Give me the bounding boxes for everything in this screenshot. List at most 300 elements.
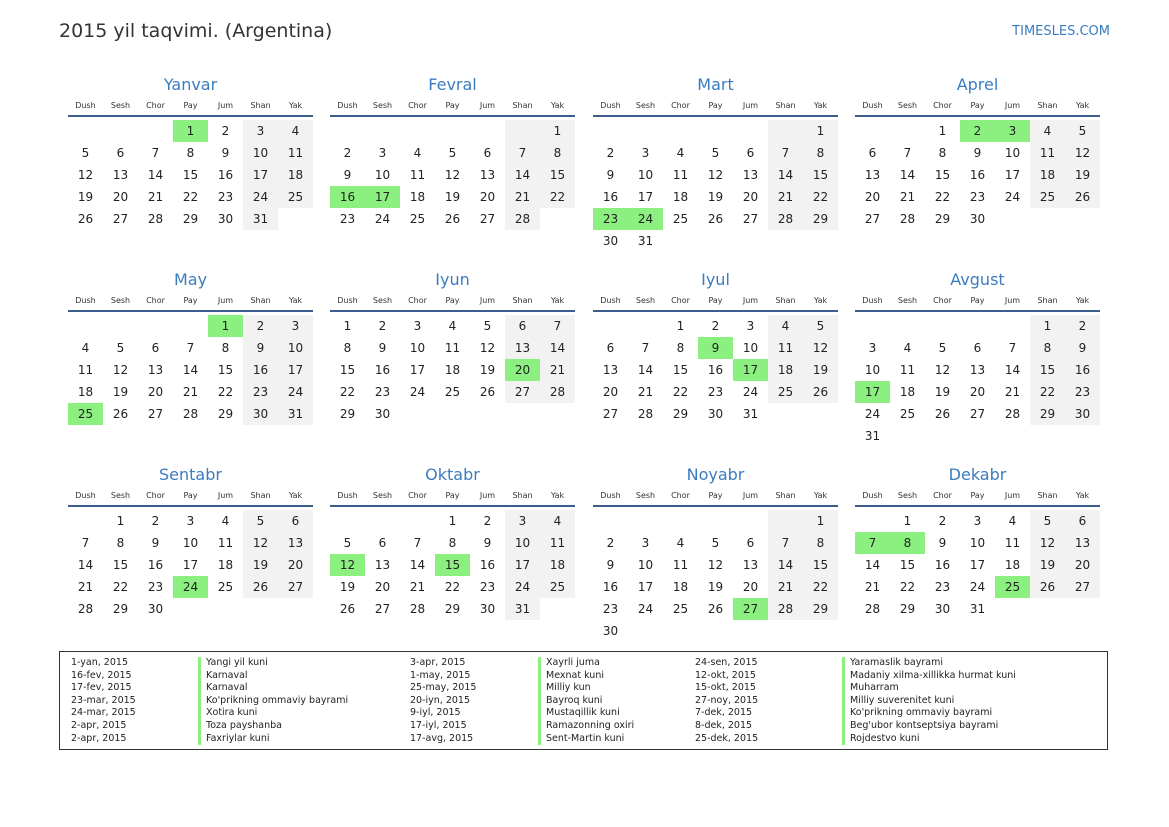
day-cell: 15 bbox=[934, 168, 951, 182]
day-cell: 1 bbox=[116, 514, 125, 528]
legend-date: 27-noy, 2015 bbox=[695, 694, 759, 706]
day-cell: 26 bbox=[1065, 186, 1100, 208]
day-cell: 29 bbox=[803, 208, 838, 230]
day-cell: 7 bbox=[768, 142, 803, 164]
legend-dates-1 bbox=[71, 657, 136, 745]
weekday-label: Yak bbox=[813, 100, 828, 110]
day-cell: 16 bbox=[934, 558, 951, 572]
day-cell: 18 bbox=[1030, 164, 1065, 186]
day-grid bbox=[68, 120, 313, 230]
header-rule bbox=[330, 115, 575, 117]
empty-cell bbox=[365, 120, 400, 142]
holiday-day-cell: 8 bbox=[890, 532, 925, 554]
day-cell: 30 bbox=[707, 407, 724, 421]
day-cell: 29 bbox=[803, 598, 838, 620]
empty-cell bbox=[890, 120, 925, 142]
day-cell: 1 bbox=[803, 120, 838, 142]
empty-cell bbox=[173, 315, 208, 337]
day-cell: 24 bbox=[278, 381, 313, 403]
day-cell: 8 bbox=[186, 146, 195, 160]
day-cell: 25 bbox=[444, 385, 461, 399]
day-cell: 11 bbox=[217, 536, 234, 550]
day-cell: 25 bbox=[278, 186, 313, 208]
page-title: 2015 yil taqvimi. (Argentina) bbox=[59, 20, 333, 42]
weekday-label: Chor bbox=[146, 100, 165, 110]
day-cell: 28 bbox=[899, 212, 916, 226]
day-cell: 27 bbox=[1065, 576, 1100, 598]
weekday-header bbox=[330, 96, 575, 114]
day-cell: 9 bbox=[378, 341, 387, 355]
day-cell: 4 bbox=[1008, 514, 1017, 528]
day-cell: 15 bbox=[182, 168, 199, 182]
month-fevral bbox=[330, 74, 575, 230]
legend-date: 25-may, 2015 bbox=[410, 682, 477, 694]
day-cell: 9 bbox=[938, 536, 947, 550]
day-cell: 9 bbox=[151, 536, 160, 550]
weekday-label: Jum bbox=[742, 295, 759, 305]
month-noyabr bbox=[593, 464, 838, 642]
empty-cell bbox=[995, 315, 1030, 337]
day-cell: 4 bbox=[81, 341, 90, 355]
day-cell: 9 bbox=[221, 146, 230, 160]
holiday-day-cell: 1 bbox=[173, 120, 208, 142]
weekday-label: Sesh bbox=[110, 490, 131, 500]
month-name: Sentabr bbox=[159, 465, 222, 484]
day-cell: 5 bbox=[1030, 510, 1065, 532]
month-oktabr bbox=[330, 464, 575, 620]
weekday-label: Sesh bbox=[372, 100, 393, 110]
day-cell: 19 bbox=[479, 363, 496, 377]
weekday-label: Dush bbox=[600, 295, 621, 305]
day-grid bbox=[330, 510, 575, 620]
weekday-label: Chor bbox=[933, 490, 952, 500]
month-name: Oktabr bbox=[425, 465, 480, 484]
day-cell: 20 bbox=[969, 385, 986, 399]
day-cell: 13 bbox=[969, 363, 986, 377]
day-cell: 30 bbox=[934, 602, 951, 616]
day-cell: 1 bbox=[803, 510, 838, 532]
day-cell: 9 bbox=[243, 337, 278, 359]
day-cell: 6 bbox=[505, 315, 540, 337]
day-cell: 19 bbox=[112, 385, 129, 399]
month-name: Avgust bbox=[950, 270, 1005, 289]
weekday-label: Shan bbox=[1037, 100, 1058, 110]
month-name: Mart bbox=[697, 75, 734, 94]
weekday-label: Chor bbox=[933, 100, 952, 110]
weekday-label: Pay bbox=[183, 295, 198, 305]
day-cell: 16 bbox=[1065, 359, 1100, 381]
holiday-day-cell: 25 bbox=[995, 576, 1030, 598]
day-cell: 27 bbox=[505, 381, 540, 403]
day-cell: 29 bbox=[1030, 403, 1065, 425]
day-cell: 16 bbox=[602, 190, 619, 204]
legend-holiday-name: Bayroq kuni bbox=[546, 694, 603, 706]
weekday-label: Yak bbox=[1075, 295, 1090, 305]
day-cell: 7 bbox=[186, 341, 195, 355]
weekday-header bbox=[330, 291, 575, 309]
month-name: Noyabr bbox=[686, 465, 745, 484]
day-cell: 3 bbox=[243, 120, 278, 142]
legend-date: 24-sen, 2015 bbox=[695, 657, 758, 668]
day-grid bbox=[593, 315, 838, 425]
day-cell: 12 bbox=[243, 532, 278, 554]
holiday-day-cell: 24 bbox=[173, 576, 208, 598]
day-cell: 1 bbox=[676, 319, 685, 333]
day-cell: 4 bbox=[903, 341, 912, 355]
day-cell: 22 bbox=[934, 190, 951, 204]
day-cell: 31 bbox=[864, 429, 881, 443]
weekday-label: Chor bbox=[933, 295, 952, 305]
day-cell: 30 bbox=[602, 234, 619, 248]
day-cell: 22 bbox=[899, 580, 916, 594]
weekday-header bbox=[855, 486, 1100, 504]
day-cell: 4 bbox=[768, 315, 803, 337]
day-cell: 8 bbox=[540, 142, 575, 164]
empty-cell bbox=[925, 315, 960, 337]
weekday-header bbox=[593, 96, 838, 114]
day-cell: 17 bbox=[637, 580, 654, 594]
day-cell: 7 bbox=[1008, 341, 1017, 355]
day-cell: 8 bbox=[1030, 337, 1065, 359]
legend-holiday-name: Mustaqillik kuni bbox=[546, 707, 620, 719]
day-cell: 13 bbox=[742, 168, 759, 182]
day-cell: 20 bbox=[147, 385, 164, 399]
day-cell: 6 bbox=[973, 341, 982, 355]
day-cell: 7 bbox=[81, 536, 90, 550]
empty-cell bbox=[628, 315, 663, 337]
day-cell: 5 bbox=[711, 146, 720, 160]
month-name: May bbox=[173, 270, 208, 289]
empty-cell bbox=[365, 510, 400, 532]
day-cell: 5 bbox=[116, 341, 125, 355]
day-cell: 5 bbox=[711, 536, 720, 550]
day-cell: 28 bbox=[505, 208, 540, 230]
day-cell: 19 bbox=[1030, 554, 1065, 576]
day-cell: 22 bbox=[540, 186, 575, 208]
day-cell: 4 bbox=[413, 146, 422, 160]
day-cell: 18 bbox=[899, 385, 916, 399]
day-cell: 23 bbox=[339, 212, 356, 226]
empty-cell bbox=[68, 120, 103, 142]
day-cell: 11 bbox=[672, 168, 689, 182]
legend-holiday-name: Ramazonning oxiri bbox=[546, 719, 635, 731]
month-mart bbox=[593, 74, 838, 252]
weekday-label: Pay bbox=[708, 490, 723, 500]
legend-date: 2-apr, 2015 bbox=[71, 732, 127, 744]
weekday-label: Yak bbox=[813, 295, 828, 305]
weekday-label: Shan bbox=[250, 100, 271, 110]
legend-holiday-name: Milliy kun bbox=[546, 682, 591, 694]
weekday-label: Sesh bbox=[372, 490, 393, 500]
weekday-label: Pay bbox=[970, 295, 985, 305]
day-cell: 26 bbox=[444, 212, 461, 226]
legend-holiday-name: Karnaval bbox=[206, 669, 248, 681]
day-cell: 12 bbox=[112, 363, 129, 377]
day-cell: 12 bbox=[707, 558, 724, 572]
day-cell: 16 bbox=[707, 363, 724, 377]
legend-holiday-name: Ko'prikning ommaviy bayrami bbox=[206, 694, 349, 706]
weekday-label: Sesh bbox=[372, 295, 393, 305]
weekday-label: Pay bbox=[970, 100, 985, 110]
day-cell: 20 bbox=[742, 190, 759, 204]
weekday-label: Chor bbox=[408, 100, 427, 110]
holiday-day-cell: 9 bbox=[698, 337, 733, 359]
weekday-label: Yak bbox=[550, 295, 565, 305]
day-cell: 23 bbox=[217, 190, 234, 204]
day-cell: 2 bbox=[378, 319, 387, 333]
weekday-label: Sesh bbox=[897, 490, 918, 500]
day-cell: 10 bbox=[409, 341, 426, 355]
day-cell: 15 bbox=[1030, 359, 1065, 381]
day-cell: 17 bbox=[243, 164, 278, 186]
day-cell: 6 bbox=[746, 146, 755, 160]
day-cell: 14 bbox=[77, 558, 94, 572]
day-cell: 27 bbox=[742, 212, 759, 226]
day-cell: 22 bbox=[444, 580, 461, 594]
day-cell: 5 bbox=[81, 146, 90, 160]
weekday-label: Yak bbox=[1075, 490, 1090, 500]
day-cell: 13 bbox=[505, 337, 540, 359]
weekday-label: Chor bbox=[671, 295, 690, 305]
day-cell: 12 bbox=[707, 168, 724, 182]
weekday-label: Jum bbox=[1004, 100, 1021, 110]
header-rule bbox=[68, 310, 313, 312]
header-rule bbox=[855, 115, 1100, 117]
day-cell: 7 bbox=[641, 341, 650, 355]
day-cell: 10 bbox=[637, 168, 654, 182]
day-grid bbox=[68, 510, 313, 620]
weekday-label: Shan bbox=[250, 295, 271, 305]
empty-cell bbox=[330, 510, 365, 532]
empty-cell bbox=[960, 315, 995, 337]
empty-cell bbox=[890, 315, 925, 337]
day-cell: 8 bbox=[803, 532, 838, 554]
legend-holiday-name: Sent-Martin kuni bbox=[546, 732, 625, 744]
day-cell: 16 bbox=[147, 558, 164, 572]
day-cell: 2 bbox=[221, 124, 230, 138]
legend-date: 8-dek, 2015 bbox=[695, 719, 753, 731]
day-cell: 22 bbox=[182, 190, 199, 204]
day-cell: 18 bbox=[444, 363, 461, 377]
day-cell: 8 bbox=[448, 536, 457, 550]
day-cell: 25 bbox=[540, 576, 575, 598]
day-cell: 13 bbox=[147, 363, 164, 377]
empty-cell bbox=[593, 510, 628, 532]
day-cell: 14 bbox=[637, 363, 654, 377]
site-link[interactable]: TIMESLES.COM bbox=[1012, 24, 1110, 39]
weekday-label: Yak bbox=[288, 295, 303, 305]
day-grid bbox=[855, 510, 1100, 620]
day-cell: 8 bbox=[676, 341, 685, 355]
day-cell: 7 bbox=[413, 536, 422, 550]
day-cell: 11 bbox=[77, 363, 94, 377]
weekday-label: Dush bbox=[75, 100, 96, 110]
day-cell: 6 bbox=[483, 146, 492, 160]
day-cell: 1 bbox=[938, 124, 947, 138]
day-cell: 29 bbox=[182, 212, 199, 226]
day-cell: 10 bbox=[1004, 146, 1021, 160]
weekday-label: Shan bbox=[775, 100, 796, 110]
day-cell: 12 bbox=[1030, 532, 1065, 554]
day-cell: 30 bbox=[1065, 403, 1100, 425]
day-cell: 27 bbox=[479, 212, 496, 226]
day-cell: 27 bbox=[864, 212, 881, 226]
weekday-label: Jum bbox=[1004, 490, 1021, 500]
day-cell: 17 bbox=[409, 363, 426, 377]
day-cell: 26 bbox=[707, 212, 724, 226]
empty-cell bbox=[400, 510, 435, 532]
day-cell: 25 bbox=[672, 602, 689, 616]
day-cell: 18 bbox=[77, 385, 94, 399]
day-cell: 28 bbox=[637, 407, 654, 421]
day-cell: 22 bbox=[339, 385, 356, 399]
legend-bar-2 bbox=[538, 657, 541, 745]
legend-date: 1-yan, 2015 bbox=[71, 657, 128, 668]
day-cell: 17 bbox=[278, 359, 313, 381]
day-cell: 2 bbox=[1065, 315, 1100, 337]
day-cell: 19 bbox=[803, 359, 838, 381]
day-cell: 21 bbox=[864, 580, 881, 594]
day-cell: 31 bbox=[243, 208, 278, 230]
weekday-label: Jum bbox=[1004, 295, 1021, 305]
holiday-day-cell: 17 bbox=[855, 381, 890, 403]
weekday-header bbox=[68, 291, 313, 309]
day-cell: 7 bbox=[540, 315, 575, 337]
day-cell: 11 bbox=[1030, 142, 1065, 164]
day-cell: 21 bbox=[637, 385, 654, 399]
day-cell: 6 bbox=[868, 146, 877, 160]
header-rule bbox=[68, 115, 313, 117]
day-cell: 20 bbox=[864, 190, 881, 204]
legend-date: 9-iyl, 2015 bbox=[410, 707, 461, 719]
day-cell: 26 bbox=[707, 602, 724, 616]
day-cell: 11 bbox=[1004, 536, 1021, 550]
day-cell: 2 bbox=[938, 514, 947, 528]
weekday-label: Shan bbox=[1037, 490, 1058, 500]
day-cell: 21 bbox=[540, 359, 575, 381]
weekday-label: Yak bbox=[813, 490, 828, 500]
empty-cell bbox=[768, 510, 803, 532]
empty-cell bbox=[68, 510, 103, 532]
weekday-header bbox=[330, 486, 575, 504]
month-name: Iyul bbox=[701, 270, 730, 289]
day-cell: 19 bbox=[1065, 164, 1100, 186]
weekday-label: Shan bbox=[1037, 295, 1058, 305]
day-cell: 28 bbox=[1004, 407, 1021, 421]
day-cell: 21 bbox=[409, 580, 426, 594]
day-cell: 14 bbox=[899, 168, 916, 182]
holiday-day-cell: 24 bbox=[628, 208, 663, 230]
day-cell: 31 bbox=[969, 602, 986, 616]
empty-cell bbox=[470, 120, 505, 142]
day-cell: 13 bbox=[112, 168, 129, 182]
holiday-legend bbox=[59, 651, 1108, 750]
holiday-day-cell: 12 bbox=[330, 554, 365, 576]
day-cell: 23 bbox=[934, 580, 951, 594]
day-cell: 8 bbox=[803, 142, 838, 164]
weekday-label: Jum bbox=[217, 295, 234, 305]
month-name: Dekabr bbox=[948, 465, 1007, 484]
day-cell: 16 bbox=[602, 580, 619, 594]
day-cell: 19 bbox=[444, 190, 461, 204]
day-cell: 1 bbox=[540, 120, 575, 142]
day-cell: 26 bbox=[803, 381, 838, 403]
empty-cell bbox=[330, 120, 365, 142]
day-cell: 31 bbox=[742, 407, 759, 421]
holiday-day-cell: 2 bbox=[960, 120, 995, 142]
day-cell: 23 bbox=[602, 602, 619, 616]
day-cell: 16 bbox=[243, 359, 278, 381]
empty-cell bbox=[768, 120, 803, 142]
day-cell: 13 bbox=[602, 363, 619, 377]
empty-cell bbox=[103, 120, 138, 142]
day-cell: 20 bbox=[112, 190, 129, 204]
day-cell: 17 bbox=[1004, 168, 1021, 182]
day-cell: 26 bbox=[479, 385, 496, 399]
day-cell: 25 bbox=[899, 407, 916, 421]
month-avgust bbox=[855, 269, 1100, 447]
day-grid bbox=[593, 510, 838, 642]
legend-holiday-name: Rojdestvo kuni bbox=[850, 732, 920, 744]
day-cell: 15 bbox=[112, 558, 129, 572]
day-cell: 4 bbox=[540, 510, 575, 532]
day-cell: 15 bbox=[672, 363, 689, 377]
day-grid bbox=[593, 120, 838, 252]
weekday-label: Chor bbox=[146, 490, 165, 500]
month-iyun bbox=[330, 269, 575, 425]
weekday-label: Pay bbox=[445, 490, 460, 500]
day-cell: 16 bbox=[479, 558, 496, 572]
day-grid bbox=[855, 120, 1100, 230]
legend-holiday-name: Ko'prikning ommaviy bayrami bbox=[850, 707, 993, 719]
day-cell: 2 bbox=[606, 146, 615, 160]
weekday-label: Dush bbox=[862, 100, 883, 110]
weekday-label: Chor bbox=[671, 100, 690, 110]
day-cell: 1 bbox=[1030, 315, 1065, 337]
day-cell: 14 bbox=[1004, 363, 1021, 377]
empty-cell bbox=[593, 120, 628, 142]
day-cell: 21 bbox=[147, 190, 164, 204]
day-cell: 12 bbox=[77, 168, 94, 182]
day-grid bbox=[330, 120, 575, 230]
day-cell: 30 bbox=[147, 602, 164, 616]
holiday-day-cell: 25 bbox=[68, 403, 103, 425]
weekday-label: Pay bbox=[445, 100, 460, 110]
day-cell: 10 bbox=[243, 142, 278, 164]
legend-date: 3-apr, 2015 bbox=[410, 657, 466, 668]
empty-cell bbox=[400, 120, 435, 142]
holiday-day-cell: 23 bbox=[593, 208, 628, 230]
day-cell: 9 bbox=[606, 558, 615, 572]
day-cell: 25 bbox=[217, 580, 234, 594]
legend-holiday-name: Toza payshanba bbox=[206, 719, 282, 731]
day-cell: 15 bbox=[339, 363, 356, 377]
empty-cell bbox=[593, 315, 628, 337]
day-cell: 22 bbox=[803, 576, 838, 598]
weekday-header bbox=[593, 486, 838, 504]
day-cell: 30 bbox=[969, 212, 986, 226]
weekday-label: Dush bbox=[337, 100, 358, 110]
day-cell: 24 bbox=[864, 407, 881, 421]
day-cell: 5 bbox=[938, 341, 947, 355]
day-cell: 2 bbox=[151, 514, 160, 528]
day-cell: 29 bbox=[112, 602, 129, 616]
header-rule bbox=[593, 115, 838, 117]
weekday-label: Sesh bbox=[110, 100, 131, 110]
legend-names-2 bbox=[546, 657, 634, 745]
day-cell: 29 bbox=[444, 602, 461, 616]
empty-cell bbox=[855, 120, 890, 142]
